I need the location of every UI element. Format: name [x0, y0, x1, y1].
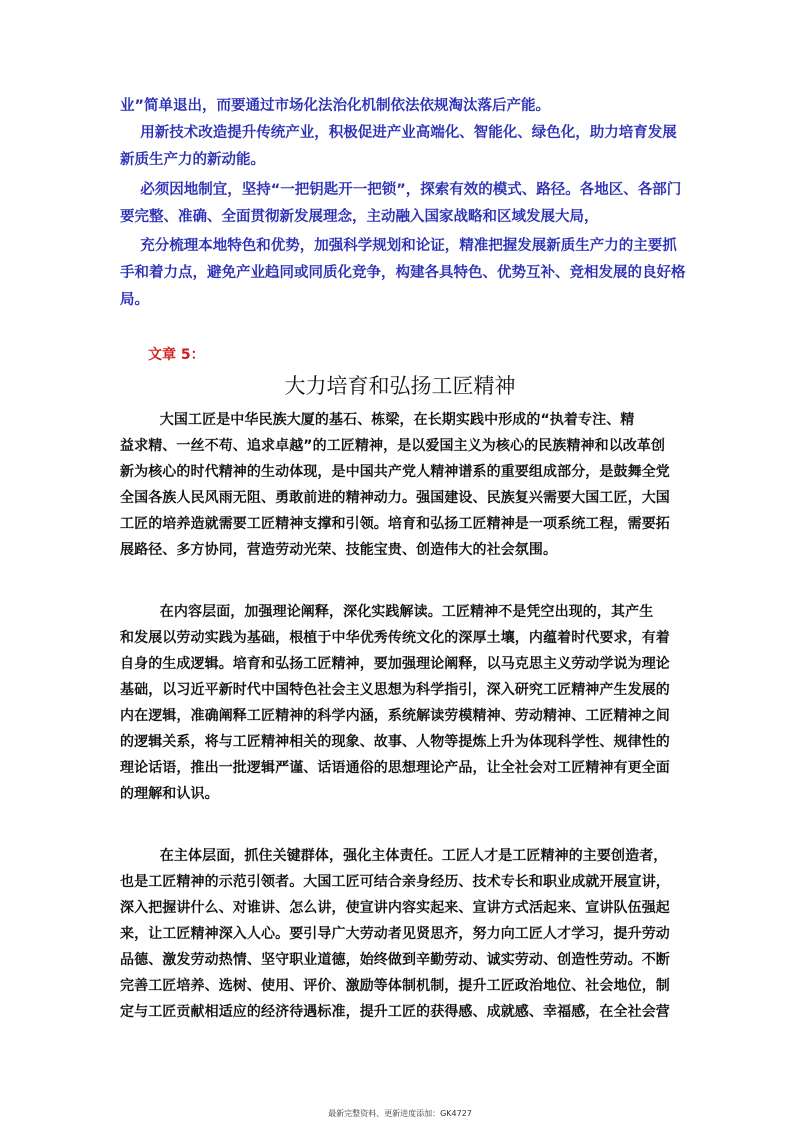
text-line: 理论话语，推出一批逻辑严谨、话语通俗的思想理论产品，让全社会对工匠精神有更全面	[120, 760, 670, 776]
article-title: 大力培育和弘扬工匠精神	[284, 374, 516, 398]
text-line: 要完整、准确、全面贯彻新发展理念，主动融入国家战略和区域发展大局，	[120, 209, 599, 225]
page-footer: 最新完整资料、更新进度添加：GK4727	[328, 1109, 472, 1118]
text-line: 品德、激发劳动热情、坚守职业道德，始终做到辛勤劳动、诚实劳动、创造性劳动。不断	[120, 952, 670, 968]
text-line: 展路径、多方协同，营造劳动光荣、技能宝贵、创造伟大的社会氛围。	[120, 542, 558, 558]
text-line: 充分梳理本地特色和优势，加强科学规划和论证，精准把握发展新质生产力的主要抓	[120, 238, 677, 254]
text-line: 用新技术改造提升传统产业，积极促进产业高端化、智能化、绿色化，助力培育发展	[120, 125, 677, 141]
text-line: 自身的生成逻辑。培育和弘扬工匠精神，要加强理论阐释，以马克思主义劳动学说为理论	[120, 656, 670, 672]
text-line: 在主体层面，抓住关键群体，强化主体责任。工匠人才是工匠精神的主要创造者，	[120, 848, 668, 864]
text-line: 定与工匠贡献相适应的经济待遇标准，提升工匠的获得感、成就感、幸福感，在全社会营	[120, 1004, 670, 1020]
article-label: 文章 5：	[148, 347, 205, 363]
text-line: 基础，以习近平新时代中国特色社会主义思想为科学指引，深入研究工匠精神产生发展的	[120, 682, 670, 698]
text-line: 和发展以劳动实践为基础，根植于中华优秀传统文化的深厚土壤，内蕴着时代要求，有着	[120, 630, 670, 646]
text-line: 在内容层面，加强理论阐释，深化实践解读。工匠精神不是凭空出现的，其产生	[120, 604, 654, 620]
text-line: 新质生产力的新动能。	[120, 152, 265, 168]
text-line: 全国各族人民风雨无阻、勇敢前进的精神动力。强国建设、民族复兴需要大国工匠，大国	[120, 490, 670, 506]
text-line: 的逻辑关系，将与工匠精神相关的现象、故事、人物等提炼上升为体现科学性、规律性的	[120, 734, 670, 750]
text-line: 手和着力点，避免产业趋同或同质化竞争，构建各具特色、优势互补、竞相发展的良好格	[120, 265, 686, 281]
text-line: 完善工匠培养、选树、使用、评价、激励等体制机制，提升工匠政治地位、社会地位，制	[120, 978, 670, 994]
text-line: 内在逻辑，准确阐释工匠精神的科学内涵，系统解读劳模精神、劳动精神、工匠精神之间	[120, 708, 670, 724]
text-line: 业”简单退出，而要通过市场化法治化机制依法依规淘汰落后产能。	[120, 98, 551, 114]
text-line: 大国工匠是中华民族大厦的基石、栋梁，在长期实践中形成的“执着专注、精	[120, 412, 635, 428]
text-line: 局。	[120, 292, 149, 308]
text-line: 必须因地制宜，坚持“一把钥匙开一把锁”，探索有效的模式、路径。各地区、各部门	[120, 182, 682, 198]
text-line: 益求精、一丝不苟、追求卓越”的工匠精神，是以爱国主义为核心的民族精神和以改革创	[120, 438, 666, 454]
text-line: 的理解和认识。	[120, 786, 219, 802]
text-line: 也是工匠精神的示范引领者。大国工匠可结合亲身经历、技术专长和职业成就开展宣讲，	[120, 874, 670, 890]
text-line: 新为核心的时代精神的生动体现，是中国共产党人精神谱系的重要组成部分，是鼓舞全党	[120, 464, 670, 480]
text-line: 工匠的培养造就需要工匠精神支撑和引领。培育和弘扬工匠精神是一项系统工程，需要拓	[120, 516, 670, 532]
text-line: 来，让工匠精神深入人心。要引导广大劳动者见贤思齐，努力向工匠人才学习，提升劳动	[120, 926, 670, 942]
text-line: 深入把握讲什么、对谁讲、怎么讲，使宣讲内容实起来、宣讲方式活起来、宣讲队伍强起	[120, 900, 670, 916]
